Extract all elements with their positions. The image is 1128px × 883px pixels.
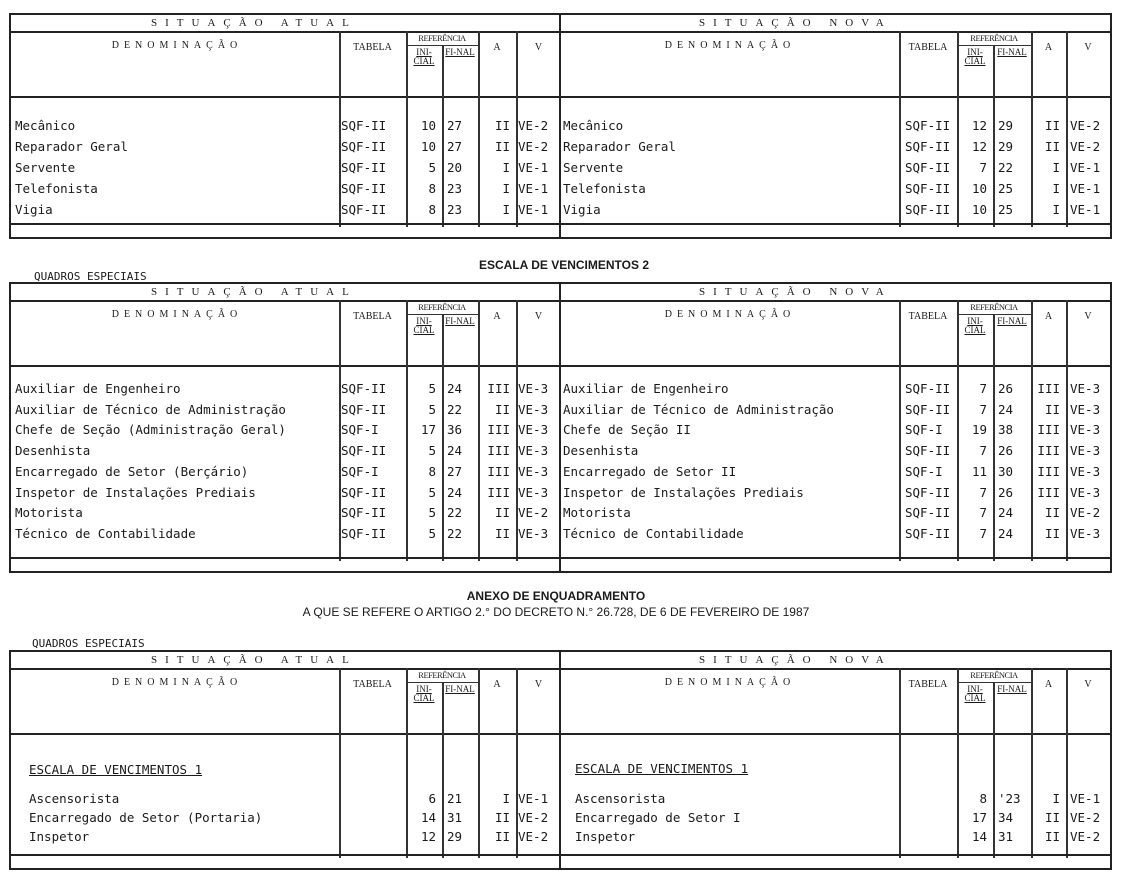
final-cell: 23 <box>447 181 463 196</box>
denominacao-cell: Inspetor <box>29 829 90 844</box>
bottom-inner-line <box>11 223 1110 225</box>
situacao-nova-title: SITUAÇÃO NOVA <box>699 286 892 298</box>
nova-denominacao-cell: Inspetor <box>575 829 636 844</box>
denominacao-nova-header: DENOMINAÇÃO <box>664 40 796 51</box>
inicial-cell: 5 <box>428 505 436 521</box>
nova-a-cell: III <box>1037 463 1060 479</box>
tabela-cell: SQF-II <box>341 484 387 500</box>
center-divider <box>559 15 561 237</box>
v-header: V <box>534 311 543 322</box>
nova-tabela-cell: SQF-II <box>905 181 951 196</box>
column-line <box>899 31 901 227</box>
tabela-cell: SQF-II <box>341 202 387 217</box>
tabela-cell: SQF-II <box>341 139 387 154</box>
final-cell: 27 <box>447 463 463 479</box>
nova-inicial-cell: 7 <box>979 443 987 459</box>
referencia-nova-header: REFERÊNCIA <box>970 670 1018 680</box>
v-cell: VE-1 <box>518 181 549 196</box>
nova-v-cell: VE-1 <box>1070 181 1101 196</box>
a-cell: II <box>494 525 510 541</box>
tabela-header: TABELA <box>353 42 392 53</box>
nova-a-cell: I <box>1052 181 1060 196</box>
denominacao-cell: Auxiliar de Engenheiro <box>15 381 181 396</box>
nova-v-cell: VE-3 <box>1070 422 1101 438</box>
denominacao-header: DENOMINAÇÃO <box>111 40 243 51</box>
inicial-nova-header: INI-CIAL <box>964 684 986 703</box>
v-cell: VE-3 <box>518 443 549 459</box>
nova-v-cell: VE-3 <box>1070 484 1101 500</box>
v-cell: VE-1 <box>518 791 549 806</box>
final-cell: 36 <box>447 422 463 438</box>
table-1 <box>9 13 1112 239</box>
nova-inicial-cell: 19 <box>971 422 987 438</box>
a-cell: I <box>502 202 510 217</box>
nova-final-cell: 25 <box>998 202 1014 217</box>
inicial-cell: 5 <box>428 381 436 396</box>
final-cell: 21 <box>447 791 463 806</box>
ref-split <box>442 314 444 365</box>
nova-denominacao-cell: Servente <box>563 160 624 175</box>
nova-denominacao-cell: Vigia <box>563 202 601 217</box>
a-cell: II <box>494 118 510 133</box>
nova-final-cell: 30 <box>998 463 1014 479</box>
nova-denominacao-cell: Encarregado de Setor I <box>575 810 741 825</box>
quadros-especiais-label-2: QUADROS ESPECIAIS <box>32 637 145 650</box>
column-line <box>1066 300 1068 561</box>
ref-split-nova <box>993 45 995 96</box>
inicial-cell: 14 <box>420 810 436 825</box>
v-header: V <box>534 42 543 53</box>
a-nova-header: A <box>1044 311 1053 322</box>
nova-inicial-cell: 8 <box>979 791 987 806</box>
nova-tabela-cell: SQF-II <box>905 139 951 154</box>
nova-a-cell: II <box>1044 525 1060 541</box>
center-divider <box>559 652 561 868</box>
nova-a-cell: II <box>1044 810 1060 825</box>
denominacao-header: DENOMINAÇÃO <box>111 677 243 688</box>
inicial-cell: 6 <box>428 791 436 806</box>
nova-denominacao-cell: Motorista <box>563 505 631 521</box>
nova-tabela-cell: SQF-II <box>905 484 951 500</box>
tabela-nova-header: TABELA <box>908 42 948 53</box>
v-cell: VE-3 <box>518 422 549 438</box>
nova-tabela-cell: SQF-II <box>905 505 951 521</box>
denominacao-cell: Técnico de Contabilidade <box>15 525 196 541</box>
bottom-inner-line <box>11 557 1110 559</box>
nova-a-cell: III <box>1037 484 1060 500</box>
referencia-nova-header: REFERÊNCIA <box>970 302 1018 312</box>
tabela-cell: SQF-II <box>341 443 387 459</box>
bottom-inner-line <box>11 854 1110 856</box>
situacao-atual-title: SITUAÇÃO ATUAL <box>151 17 357 29</box>
situacao-nova-title: SITUAÇÃO NOVA <box>699 654 892 666</box>
nova-tabela-cell: SQF-II <box>905 443 951 459</box>
nova-inicial-cell: 11 <box>971 463 987 479</box>
nova-v-cell: VE-2 <box>1070 118 1101 133</box>
v-cell: VE-3 <box>518 401 549 417</box>
nova-v-cell: VE-3 <box>1070 401 1101 417</box>
nova-inicial-cell: 12 <box>971 118 987 133</box>
nova-inicial-cell: 12 <box>971 139 987 154</box>
nova-final-cell: 24 <box>998 525 1014 541</box>
nova-tabela-cell: SQF-I <box>905 463 943 479</box>
final-cell: 24 <box>447 443 463 459</box>
tabela-cell: SQF-I <box>341 463 379 479</box>
denominacao-cell: Vigia <box>15 202 53 217</box>
v-cell: VE-3 <box>518 525 549 541</box>
final-cell: 22 <box>447 401 463 417</box>
final-cell: 22 <box>447 525 463 541</box>
nova-final-cell: 29 <box>998 139 1014 154</box>
nova-inicial-cell: 7 <box>979 401 987 417</box>
final-cell: 24 <box>447 484 463 500</box>
nova-v-cell: VE-3 <box>1070 443 1101 459</box>
nova-a-cell: II <box>1044 401 1060 417</box>
ref-split-nova <box>993 314 995 365</box>
nova-inicial-cell: 7 <box>979 160 987 175</box>
denominacao-cell: Mecânico <box>15 118 76 133</box>
tabela-cell: SQF-II <box>341 118 387 133</box>
final-cell: 23 <box>447 202 463 217</box>
a-nova-header: A <box>1044 679 1053 690</box>
a-cell: II <box>494 810 510 825</box>
column-line <box>899 300 901 561</box>
nova-final-cell: 31 <box>998 829 1014 844</box>
group-heading: ESCALA DE VENCIMENTOS 1 <box>29 762 203 777</box>
referencia-header: REFERÊNCIA <box>418 33 466 43</box>
situacao-atual-title: SITUAÇÃO ATUAL <box>151 286 357 298</box>
nova-a-cell: II <box>1044 118 1060 133</box>
nova-denominacao-cell: Telefonista <box>563 181 646 196</box>
nova-tabela-cell: SQF-II <box>905 381 951 396</box>
v-nova-header: V <box>1084 311 1092 322</box>
quadros-especiais-label-1: QUADROS ESPECIAIS <box>34 270 147 283</box>
tabela-cell: SQF-II <box>341 525 387 541</box>
tabela-cell: SQF-II <box>341 401 387 417</box>
nova-denominacao-cell: Auxiliar de Engenheiro <box>563 381 729 396</box>
final-cell: 22 <box>447 505 463 521</box>
a-cell: I <box>502 791 510 806</box>
a-cell: III <box>487 422 510 438</box>
tabela-cell: SQF-II <box>341 160 387 175</box>
nova-a-cell: I <box>1052 202 1060 217</box>
nova-v-cell: VE-3 <box>1070 463 1101 479</box>
denominacao-cell: Desenhista <box>15 443 91 459</box>
a-header: A <box>493 311 501 322</box>
nova-v-cell: VE-3 <box>1070 525 1101 541</box>
denominacao-cell: Servente <box>15 160 76 175</box>
nova-final-cell: 38 <box>998 422 1014 438</box>
inicial-header: INI-CIAL <box>413 316 435 335</box>
denominacao-cell: Encarregado de Setor (Berçário) <box>15 463 249 479</box>
final-cell: 20 <box>447 160 463 175</box>
column-line <box>1066 31 1068 227</box>
denominacao-nova-header: DENOMINAÇÃO <box>664 677 796 688</box>
nova-v-cell: VE-2 <box>1070 829 1101 844</box>
group-heading-nova: ESCALA DE VENCIMENTOS 1 <box>575 761 749 776</box>
final-header: FI-NAL <box>445 316 475 326</box>
nova-final-cell: 26 <box>998 443 1014 459</box>
final-cell: 27 <box>447 139 463 154</box>
nova-tabela-cell: SQF-II <box>905 202 951 217</box>
referencia-header: REFERÊNCIA <box>418 670 466 680</box>
v-cell: VE-2 <box>518 139 549 154</box>
nova-v-cell: VE-2 <box>1070 139 1101 154</box>
a-cell: II <box>494 829 510 844</box>
nova-inicial-cell: 7 <box>979 505 987 521</box>
nova-denominacao-cell: Técnico de Contabilidade <box>563 525 744 541</box>
nova-denominacao-cell: Encarregado de Setor II <box>563 463 737 479</box>
a-cell: III <box>487 443 510 459</box>
denominacao-cell: Telefonista <box>15 181 98 196</box>
a-cell: I <box>502 160 510 175</box>
a-cell: III <box>487 484 510 500</box>
a-nova-header: A <box>1044 42 1053 53</box>
v-header: V <box>534 679 543 690</box>
escala-caption: ESCALA DE VENCIMENTOS 2 <box>478 258 650 272</box>
tabela-cell: SQF-I <box>341 422 379 438</box>
inicial-cell: 10 <box>420 139 436 154</box>
final-nova-header: FI-NAL <box>997 47 1027 57</box>
v-nova-header: V <box>1084 679 1092 690</box>
nova-a-cell: III <box>1037 381 1060 396</box>
nova-denominacao-cell: Inspetor de Instalações Prediais <box>563 484 804 500</box>
denominacao-cell: Encarregado de Setor (Portaria) <box>29 810 263 825</box>
nova-v-cell: VE-1 <box>1070 791 1101 806</box>
nova-v-cell: VE-3 <box>1070 381 1101 396</box>
final-cell: 31 <box>447 810 463 825</box>
column-line <box>442 365 444 561</box>
nova-tabela-cell: SQF-I <box>905 422 943 438</box>
v-cell: VE-1 <box>518 160 549 175</box>
nova-a-cell: I <box>1052 791 1060 806</box>
final-nova-header: FI-NAL <box>997 684 1027 694</box>
a-header: A <box>493 679 501 690</box>
nova-inicial-cell: 7 <box>979 381 987 396</box>
denominacao-cell: Ascensorista <box>29 791 120 806</box>
nova-inicial-cell: 7 <box>979 525 987 541</box>
nova-inicial-cell: 10 <box>971 202 987 217</box>
nova-a-cell: I <box>1052 160 1060 175</box>
column-line <box>993 733 995 858</box>
nova-final-cell: '23 <box>998 791 1021 806</box>
nova-final-cell: 22 <box>998 160 1014 175</box>
inicial-cell: 8 <box>428 181 436 196</box>
a-cell: I <box>502 181 510 196</box>
inicial-cell: 5 <box>428 160 436 175</box>
v-cell: VE-1 <box>518 202 549 217</box>
anexo-title: ANEXO DE ENQUADRAMENTO <box>466 589 646 603</box>
final-header: FI-NAL <box>445 684 475 694</box>
v-cell: VE-2 <box>518 118 549 133</box>
ref-split <box>442 682 444 733</box>
v-cell: VE-3 <box>518 484 549 500</box>
tabela-nova-header: TABELA <box>908 679 948 690</box>
column-line <box>1066 668 1068 858</box>
nova-denominacao-cell: Ascensorista <box>575 791 666 806</box>
nova-v-cell: VE-2 <box>1070 810 1101 825</box>
nova-final-cell: 25 <box>998 181 1014 196</box>
column-line <box>442 733 444 858</box>
v-nova-header: V <box>1084 42 1092 53</box>
nova-final-cell: 29 <box>998 118 1014 133</box>
final-header: FI-NAL <box>445 47 475 57</box>
a-header: A <box>493 42 501 53</box>
tabela-cell: SQF-II <box>341 505 387 521</box>
nova-v-cell: VE-1 <box>1070 202 1101 217</box>
inicial-nova-header: INI-CIAL <box>964 316 986 335</box>
nova-denominacao-cell: Reparador Geral <box>563 139 676 154</box>
inicial-cell: 5 <box>428 525 436 541</box>
final-nova-header: FI-NAL <box>997 316 1027 326</box>
nova-final-cell: 34 <box>998 810 1014 825</box>
denominacao-cell: Inspetor de Instalações Prediais <box>15 484 256 500</box>
nova-denominacao-cell: Desenhista <box>563 443 639 459</box>
inicial-cell: 8 <box>428 463 436 479</box>
column-line <box>993 96 995 227</box>
v-cell: VE-2 <box>518 810 549 825</box>
a-cell: III <box>487 463 510 479</box>
final-cell: 24 <box>447 381 463 396</box>
inicial-cell: 10 <box>420 118 436 133</box>
nova-a-cell: II <box>1044 139 1060 154</box>
center-divider <box>559 284 561 571</box>
tabela-cell: SQF-II <box>341 381 387 396</box>
inicial-cell: 5 <box>428 443 436 459</box>
ref-split-nova <box>993 682 995 733</box>
final-cell: 29 <box>447 829 463 844</box>
denominacao-cell: Chefe de Seção (Administração Geral) <box>15 422 286 438</box>
denominacao-cell: Reparador Geral <box>15 139 128 154</box>
nova-v-cell: VE-2 <box>1070 505 1101 521</box>
nova-final-cell: 26 <box>998 381 1014 396</box>
inicial-header: INI-CIAL <box>413 47 435 66</box>
nova-a-cell: II <box>1044 829 1060 844</box>
nova-inicial-cell: 10 <box>971 181 987 196</box>
inicial-cell: 17 <box>420 422 436 438</box>
inicial-cell: 5 <box>428 484 436 500</box>
tabela-header: TABELA <box>353 679 392 690</box>
v-cell: VE-3 <box>518 463 549 479</box>
v-cell: VE-2 <box>518 829 549 844</box>
v-cell: VE-2 <box>518 505 549 521</box>
tabela-header: TABELA <box>353 311 392 322</box>
situacao-nova-title: SITUAÇÃO NOVA <box>699 17 892 29</box>
nova-denominacao-cell: Mecânico <box>563 118 624 133</box>
v-cell: VE-3 <box>518 381 549 396</box>
nova-tabela-cell: SQF-II <box>905 525 951 541</box>
nova-denominacao-cell: Auxiliar de Técnico de Administração <box>563 401 834 417</box>
column-line <box>442 96 444 227</box>
inicial-header: INI-CIAL <box>413 684 435 703</box>
tabela-cell: SQF-II <box>341 181 387 196</box>
anexo-subtitle: A QUE SE REFERE O ARTIGO 2.° DO DECRETO N.° 26.728, DE 6 DE FEVEREIRO DE 1987 <box>302 605 810 619</box>
nova-tabela-cell: SQF-II <box>905 118 951 133</box>
nova-inicial-cell: 7 <box>979 484 987 500</box>
a-cell: II <box>494 505 510 521</box>
nova-v-cell: VE-1 <box>1070 160 1101 175</box>
inicial-cell: 12 <box>420 829 436 844</box>
nova-a-cell: III <box>1037 422 1060 438</box>
a-cell: II <box>494 139 510 154</box>
denominacao-header: DENOMINAÇÃO <box>111 309 243 320</box>
denominacao-cell: Auxiliar de Técnico de Administração <box>15 401 286 417</box>
nova-final-cell: 26 <box>998 484 1014 500</box>
inicial-nova-header: INI-CIAL <box>964 47 986 66</box>
nova-a-cell: II <box>1044 505 1060 521</box>
inicial-cell: 5 <box>428 401 436 417</box>
nova-tabela-cell: SQF-II <box>905 401 951 417</box>
nova-final-cell: 24 <box>998 505 1014 521</box>
referencia-header: REFERÊNCIA <box>418 302 466 312</box>
column-line <box>993 365 995 561</box>
table-3 <box>9 650 1112 870</box>
situacao-atual-title: SITUAÇÃO ATUAL <box>151 654 357 666</box>
nova-inicial-cell: 17 <box>971 810 987 825</box>
final-cell: 27 <box>447 118 463 133</box>
nova-denominacao-cell: Chefe de Seção II <box>563 422 691 438</box>
nova-final-cell: 24 <box>998 401 1014 417</box>
nova-a-cell: III <box>1037 443 1060 459</box>
denominacao-cell: Motorista <box>15 505 83 521</box>
a-cell: III <box>487 381 510 396</box>
ref-split <box>442 45 444 96</box>
table-2 <box>9 282 1112 573</box>
a-cell: II <box>494 401 510 417</box>
tabela-nova-header: TABELA <box>908 311 948 322</box>
denominacao-nova-header: DENOMINAÇÃO <box>664 309 796 320</box>
referencia-nova-header: REFERÊNCIA <box>970 33 1018 43</box>
inicial-cell: 8 <box>428 202 436 217</box>
nova-tabela-cell: SQF-II <box>905 160 951 175</box>
nova-inicial-cell: 14 <box>971 829 987 844</box>
